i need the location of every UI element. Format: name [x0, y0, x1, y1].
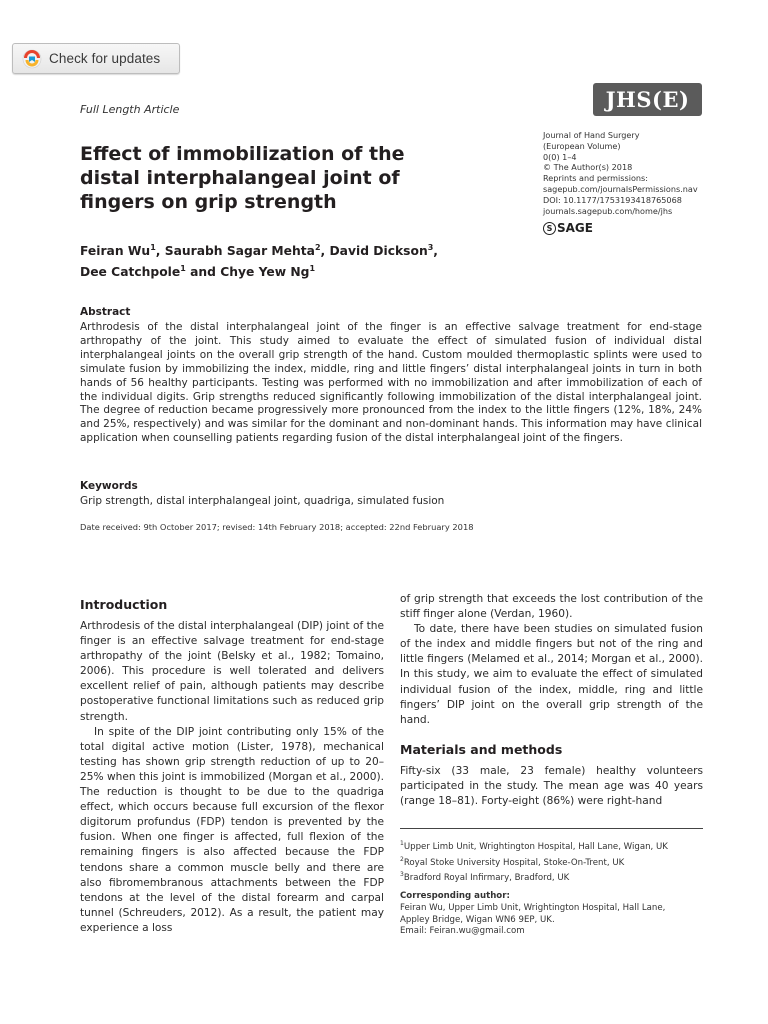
author-separator: and: [185, 265, 221, 280]
affiliation-line: [400, 869, 703, 885]
journal-logo: JHS(E): [593, 83, 702, 116]
article-dates: Date received: 9th October 2017; revised: 14th February 2018; accepted: 22nd February 2018: [80, 522, 474, 532]
journal-info-line[interactable]: DOI: 10.1177/1753193418765068: [543, 194, 682, 205]
author-name: Feiran Wu: [80, 244, 151, 259]
sage-icon: S: [543, 222, 556, 235]
author-affiliation: 3: [427, 243, 434, 252]
journal-info-line: Journal of Hand Surgery: [543, 130, 640, 140]
author-affiliation: 1: [309, 264, 316, 274]
affiliation-text: Royal Stoke University Hospital, Stoke-On-Trent, UK: [403, 857, 625, 868]
journal-info-line: (European Volume): [543, 140, 621, 151]
abstract-text: Arthrodesis of the distal interphalangeal joint of the finger is an effective salvage treatment for end-stage arthropathy of the joint. This study aimed to evaluate the effect of simulated fusion of individual distal interphalangeal joints on the overall grip strength of the hand. Custom moulded thermoplastic splints were used to simulate fusion by immobilizing the index, middle, ring and little fingers’ distal interphalangeal joints in turn in both hands of 56 healthy participants. Testing was performed with no immobilization and after immobilization of each of the individual digits. Grip strengths reduced significantly following immobilization of the distal interphalangeal joint. The degree of reduction became progressively more pronounced from the index to the little fingers (12%, 18%, 24% and 25%, respectively) and was similar for the dominant and non-dominant hands. This information may have clinical application when counselling patients regarding fusion of the distal interphalangeal joint of the fingers.: [80, 321, 702, 445]
column2-body: [400, 592, 703, 728]
corresponding-line: Appley Bridge, Wigan WN6 9EP, UK.: [400, 914, 555, 925]
journal-info-line: © The Author(s) 2018: [543, 162, 633, 173]
affiliation-number: 2: [400, 855, 404, 863]
author-affiliation: 2: [314, 243, 321, 252]
abstract-heading: Abstract: [80, 306, 131, 318]
affiliation-text: Upper Limb Unit, Wrightington Hospital, Hall Lane, Wigan, UK: [403, 841, 668, 852]
methods-body: [400, 764, 703, 809]
author-name: Saurabh Sagar Mehta: [164, 244, 315, 259]
author-separator: ,: [155, 244, 165, 259]
author-affiliation: 1: [150, 243, 156, 252]
affiliation-line: [400, 838, 703, 854]
footnote-divider: [400, 828, 703, 829]
author-name: David Dickson: [329, 244, 428, 259]
publisher-logo: [543, 221, 593, 235]
methods-heading: Materials and methods: [400, 742, 563, 757]
author-affiliation: 1: [180, 264, 186, 274]
article-type: Full Length Article: [80, 103, 180, 116]
journal-info: [543, 130, 743, 216]
author-separator: ,: [320, 244, 330, 259]
article-title: Effect of immobilization of the distal interphalangeal joint of fingers on grip strength: [80, 143, 405, 213]
corresponding-author-heading: Corresponding author:: [400, 890, 510, 901]
paragraph: of grip strength that exceeds the lost contribution of the stiff finger alone (Verdan, 1960).: [400, 593, 703, 621]
affiliation-number: 1: [400, 840, 404, 847]
paragraph: Arthrodesis of the distal interphalangeal (DIP) joint of the finger is an effective salvage treatment for end-stage arthropathy of the joint (Belsky et al., 1982; Tomaino, 2006). This procedure is well tolerated and delivers excellent relief of pain, although patients may describe postoperative functional limitations such as reduced grip strength.: [80, 620, 384, 723]
journal-info-line[interactable]: sagepub.com/journalsPermissions.nav: [543, 183, 698, 194]
corresponding-email[interactable]: Email: Feiran.wu@gmail.com: [400, 926, 525, 937]
keywords-text: Grip strength, distal interphalangeal joint, quadriga, simulated fusion: [80, 495, 445, 507]
paragraph: To date, there have been studies on simulated fusion of the index and middle fingers but not of the ring and little fingers (Melamed et al., 2014; Morgan et al., 2000). In this study, we aim to evaluate the effect of simulated individual fusion of the index, middle, ring and little fingers’ DIP joint on the overall grip strength of the hand.: [400, 623, 703, 726]
check-for-updates-button[interactable]: [12, 43, 180, 74]
affiliation-text: Bradford Royal Infirmary, Bradford, UK: [403, 873, 570, 884]
author-name: Chye Yew Ng: [220, 265, 310, 280]
introduction-heading: Introduction: [80, 597, 168, 612]
journal-info-line[interactable]: journals.sagepub.com/home/jhs: [543, 205, 673, 216]
author-separator: ,: [433, 244, 438, 259]
journal-info-line: Reprints and permissions:: [543, 173, 648, 184]
footnotes: [400, 838, 703, 938]
affiliation-number: 3: [400, 871, 404, 879]
corresponding-line: Feiran Wu, Upper Limb Unit, Wrightington Hospital, Hall Lane,: [400, 902, 666, 913]
paragraph: In spite of the DIP joint contributing only 15% of the total digital active motion (Lister, 1978), mechanical testing has shown grip strength reduction of up to 20–25% when this joint is immobilized (Morgan et al., 2000). The reduction is thought to be due to the quadriga effect, which occurs because full excursion of the flexor digitorum profundus (FDP) tendon is prevented by the fusion. When one finger is affected, full flexion of the remaining fingers is also affected because the FDP tendons share a common muscle belly and there are also fibromembranous attachments between the FDP tendons at the level of the distal forearm and carpal tunnel (Schreuders, 2012). As a result, the patient may experience a loss: [80, 725, 384, 934]
journal-info-line: 0(0) 1–4: [543, 151, 577, 162]
introduction-body: [80, 619, 384, 936]
author-list: [80, 239, 500, 281]
check-updates-icon: [22, 49, 42, 69]
affiliation-line: [400, 854, 703, 870]
paragraph: Fifty-six (33 male, 23 female) healthy volunteers participated in the study. The mean age was 40 years (range 18–81). Forty-eight (86%) were right-hand: [400, 765, 703, 808]
author-name: Dee Catchpole: [80, 265, 181, 280]
publisher-name: SAGE: [557, 221, 593, 235]
keywords-heading: Keywords: [80, 480, 138, 492]
check-for-updates-label: Check for updates: [49, 51, 161, 66]
